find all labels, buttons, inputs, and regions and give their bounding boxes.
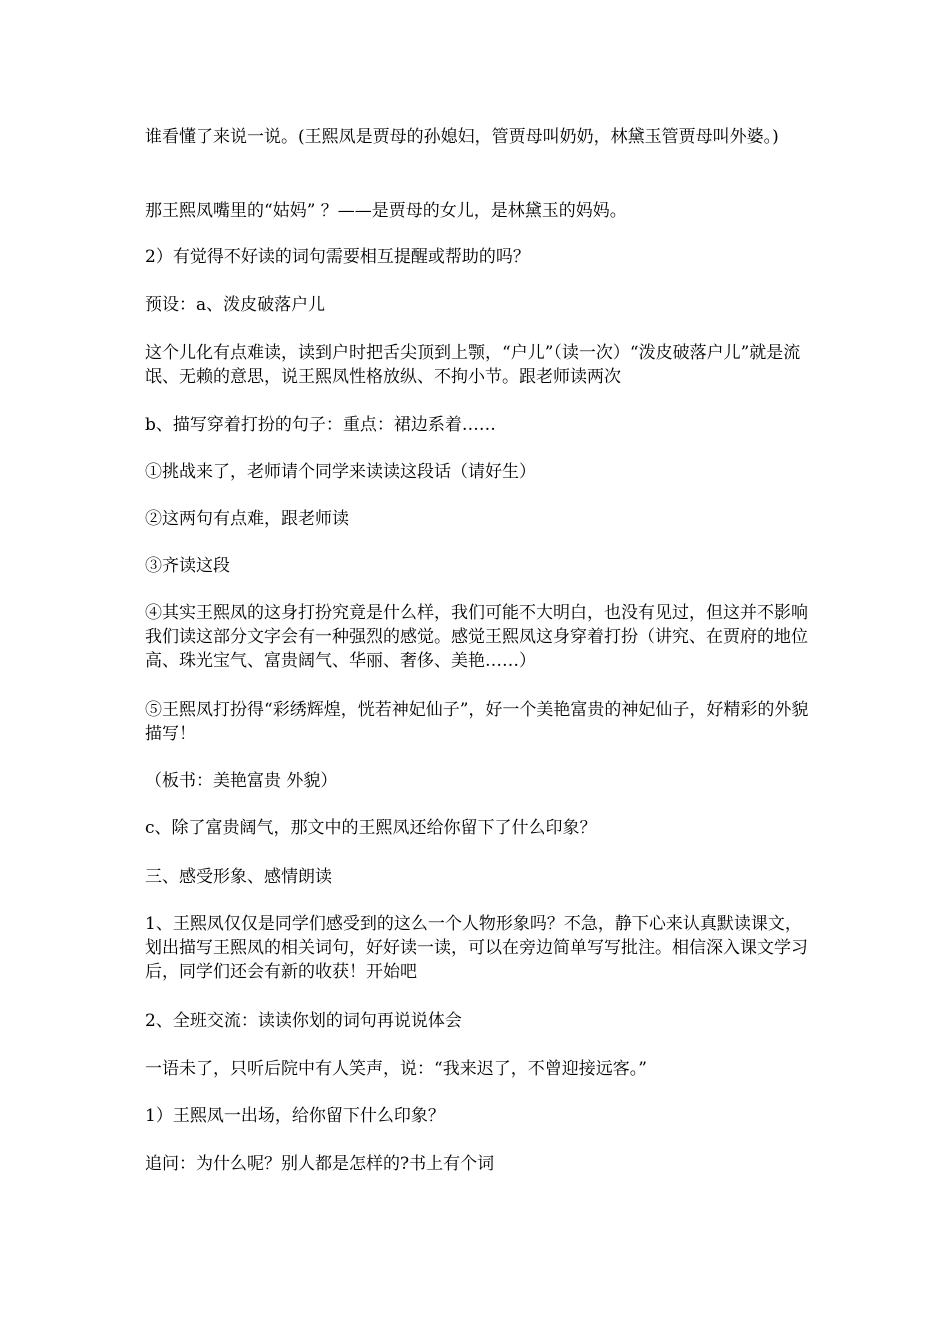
paragraph-class-exchange: 2、全班交流：读读你划的词句再说说体会 <box>145 1011 462 1031</box>
section-heading-three: 三、感受形象、感情朗读 <box>145 867 332 887</box>
paragraph-first-impression: 1）王熙凤一出场，给你留下什么印象？ <box>145 1106 445 1126</box>
paragraph-follow-up: 追问：为什么呢？别人都是怎样的?书上有个词 <box>145 1154 495 1174</box>
paragraph-hard-words-question: 2）有觉得不好读的词句需要相互提醒或帮助的吗？ <box>145 247 530 267</box>
paragraph-step-1: ①挑战来了，老师请个同学来读读这段话（请好生） <box>145 462 536 482</box>
paragraph-preset-c: c、除了富贵阔气，那文中的王熙凤还给你留下了什么印象？ <box>145 818 597 838</box>
paragraph-blackboard-note: （板书：美艳富贵 外貌） <box>145 771 338 791</box>
paragraph-step-4: ④其实王熙凤的这身打扮究竟是什么样，我们可能不大明白，也没有见过，但这并不影响我们读这部分文字会有一种强烈的感觉。感觉王熙凤这身穿着打扮（讲究、在贾府的地位高、珠光宝气、富贵阔气、华丽、奢侈、美艳……） <box>145 603 808 671</box>
paragraph-step-5: ⑤王熙凤打扮得“彩绣辉煌，恍若神妃仙子”，好一个美艳富贵的神妃仙子，好精彩的外貌描写！ <box>145 700 809 744</box>
paragraph-preset-a: 预设：a、泼皮破落户儿 <box>145 295 326 315</box>
paragraph-step-2: ②这两句有点难，跟老师读 <box>145 509 349 529</box>
paragraph-aunt-question: 那王熙凤嘴里的“姑妈” ？——是贾母的女儿，是林黛玉的妈妈。 <box>145 201 627 221</box>
paragraph-explain-relations: 谁看懂了来说一说。(王熙凤是贾母的孙媳妇，管贾母叫奶奶，林黛玉管贾母叫外婆。) <box>145 127 779 147</box>
paragraph-erhua-explanation: 这个儿化有点难读，读到户时把舌尖顶到上颚，“户儿”（读一次）“泼皮破落户儿”就是流氓、无赖的意思，说王熙凤性格放纵、不拘小节。跟老师读两次 <box>145 343 801 387</box>
paragraph-quote: 一语未了，只听后院中有人笑声，说：“我来迟了，不曾迎接远客。” <box>145 1059 647 1079</box>
paragraph-preset-b: b、描写穿着打扮的句子：重点：裙边系着…… <box>145 415 496 435</box>
paragraph-reading-task: 1、王熙凤仅仅是同学们感受到的这么一个人物形象吗？不急，静下心来认真默读课文，划出描写王熙凤的相关词句，好好读一读，可以在旁边简单写写批注。相信深入课文学习后，同学们还会有新的收获！开始吧 <box>145 914 808 982</box>
paragraph-step-3: ③齐读这段 <box>145 556 230 576</box>
